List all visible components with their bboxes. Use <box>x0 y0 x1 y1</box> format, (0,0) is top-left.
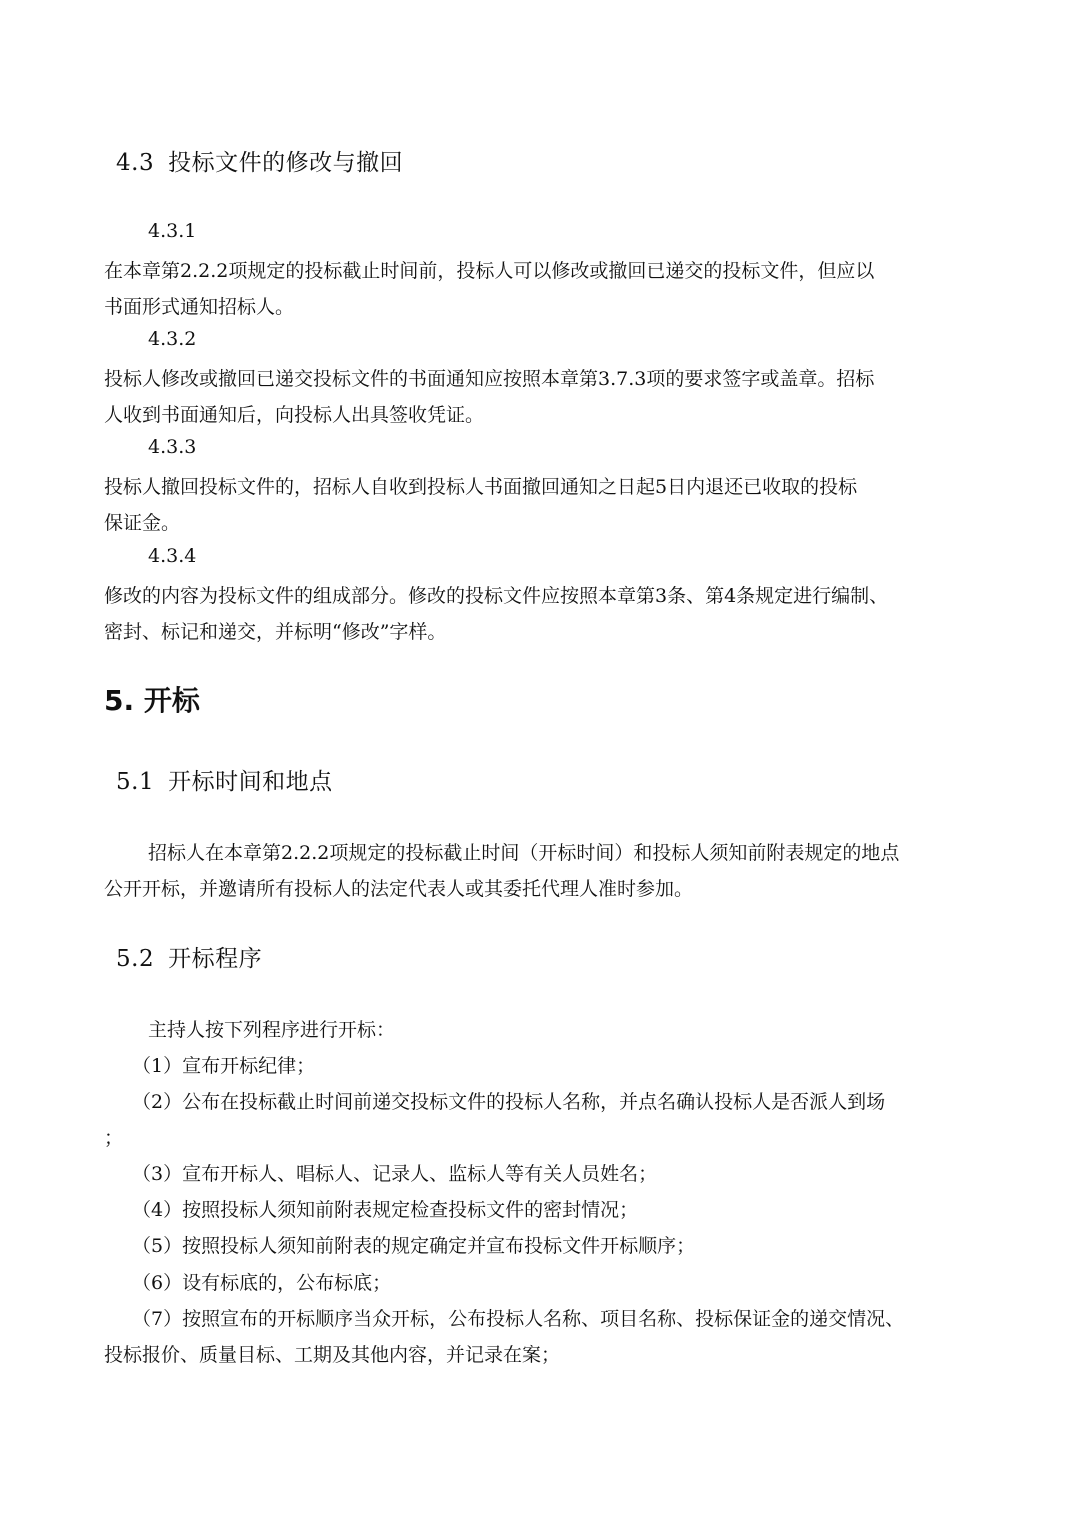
paragraph-line: 在本章第2.2.2项规定的投标截止时间前，投标人可以修改或撤回已递交的投标文件，但应以 <box>104 260 875 282</box>
procedure-step: （7）按照宣布的开标顺序当众开标，公布投标人名称、项目名称、投标保证金的递交情况、 <box>132 1308 905 1330</box>
procedure-step: （2）公布在投标截止时间前递交投标文件的投标人名称，并点名确认投标人是否派人到场 <box>132 1091 886 1113</box>
subsection-number: 4.3.1 <box>148 220 197 242</box>
procedure-step: 投标报价、质量目标、工期及其他内容，并记录在案； <box>104 1344 561 1366</box>
procedure-step: （3）宣布开标人、唱标人、记录人、监标人等有关人员姓名； <box>132 1163 658 1185</box>
heading-title: 开标程序 <box>168 946 263 972</box>
paragraph-line: 人收到书面通知后，向投标人出具签收凭证。 <box>104 404 485 426</box>
heading-number: 4.3 <box>116 150 155 176</box>
paragraph-line: 招标人在本章第2.2.2项规定的投标截止时间（开标时间）和投标人须知前附表规定的地点 <box>148 842 900 864</box>
heading-title: 开标时间和地点 <box>168 769 333 795</box>
subsection-number: 4.3.4 <box>148 545 197 567</box>
heading-number: 5.1 <box>116 769 155 795</box>
paragraph-line: 保证金。 <box>104 512 181 534</box>
procedure-step: （4）按照投标人须知前附表规定检查投标文件的密封情况； <box>132 1199 639 1221</box>
paragraph-line: 书面形式通知招标人。 <box>104 296 295 318</box>
heading-5-2 <box>116 940 262 973</box>
subsection-number: 4.3.2 <box>148 328 197 350</box>
heading-4-3 <box>116 144 403 177</box>
paragraph-line: 投标人撤回投标文件的，招标人自收到投标人书面撤回通知之日起5日内退还已收取的投标 <box>104 476 858 498</box>
heading-number: 5.2 <box>116 946 155 972</box>
heading-5: 5. 开标 <box>104 684 200 717</box>
procedure-step: ； <box>104 1127 124 1149</box>
procedure-step: （1）宣布开标纪律； <box>132 1055 316 1077</box>
procedure-step: （5）按照投标人须知前附表的规定确定并宣布投标文件开标顺序； <box>132 1235 696 1257</box>
paragraph-line: 公开开标，并邀请所有投标人的法定代表人或其委托代理人准时参加。 <box>104 878 694 900</box>
procedure-step: （6）设有标底的，公布标底； <box>132 1272 392 1294</box>
paragraph-line: 密封、标记和递交，并标明“修改”字样。 <box>104 621 447 643</box>
paragraph-line: 修改的内容为投标文件的组成部分。修改的投标文件应按照本章第3条、第4条规定进行编制、 <box>104 585 889 607</box>
procedure-intro: 主持人按下列程序进行开标： <box>148 1019 396 1041</box>
subsection-number: 4.3.3 <box>148 436 197 458</box>
heading-5-1 <box>116 763 333 796</box>
heading-title: 投标文件的修改与撤回 <box>168 150 404 176</box>
paragraph-line: 投标人修改或撤回已递交投标文件的书面通知应按照本章第3.7.3项的要求签字或盖章。招标 <box>104 368 875 390</box>
